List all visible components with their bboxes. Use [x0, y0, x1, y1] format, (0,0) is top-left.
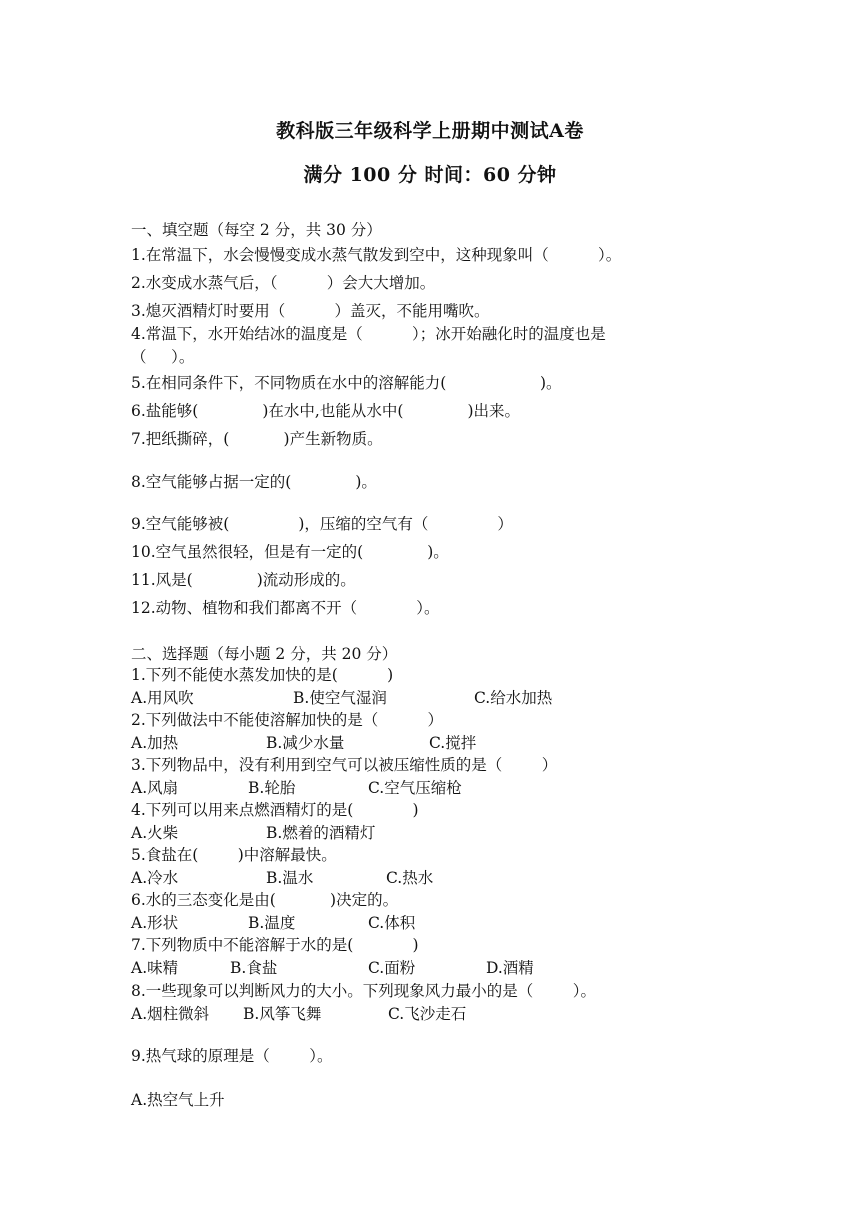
option: B.食盐	[230, 959, 278, 977]
option: B.温水	[266, 869, 314, 887]
exam-subtitle: 满分 100 分 时间：60 分钟	[303, 164, 557, 186]
fill-item-9: 9.空气能够被( )，压缩的空气有（ ）	[131, 515, 513, 533]
fill-item-6: 6.盐能够( )在水中,也能从水中( )出来。	[131, 402, 521, 420]
fill-item-7: 7.把纸撕碎，( )产生新物质。	[131, 430, 383, 448]
option: C.空气压缩枪	[368, 779, 462, 797]
choice-q1: 1.下列不能使水蒸发加快的是( )	[131, 666, 394, 684]
option: C.热水	[386, 869, 434, 887]
fill-item-5: 5.在相同条件下，不同物质在水中的溶解能力( )。	[131, 374, 562, 392]
section2-heading: 二、选择题（每小题 2 分，共 20 分）	[131, 645, 398, 663]
option: A.烟柱微斜	[131, 1005, 210, 1023]
choice-q7: 7.下列物质中不能溶解于水的是( )	[131, 936, 419, 954]
option: A.形状	[131, 914, 179, 932]
choice-q6: 6.水的三态变化是由( )决定的。	[131, 891, 399, 909]
fill-item-12: 12.动物、植物和我们都离不开（ ）。	[131, 599, 440, 617]
option: A.风扇	[131, 779, 179, 797]
option: C.给水加热	[474, 689, 553, 707]
option: A.用风吹	[131, 689, 194, 707]
option: C.体积	[368, 914, 416, 932]
fill-item-10: 10.空气虽然很轻，但是有一定的( )。	[131, 543, 449, 561]
option: C.搅拌	[429, 734, 477, 752]
choice-q5: 5.食盐在( )中溶解最快。	[131, 846, 337, 864]
exam-title: 教科版三年级科学上册期中测试A卷	[276, 120, 584, 142]
fill-item-2: 2.水变成水蒸气后，（ ）会大大增加。	[131, 274, 436, 292]
section1-heading: 一、填空题（每空 2 分，共 30 分）	[131, 221, 382, 239]
choice-q9-option-a: A.热空气上升	[131, 1091, 225, 1109]
option: A.冷水	[131, 869, 179, 887]
option: B.燃着的酒精灯	[266, 824, 376, 842]
option: A.火柴	[131, 824, 179, 842]
option: B.使空气湿润	[293, 689, 387, 707]
option: B.风筝飞舞	[243, 1005, 322, 1023]
fill-item-4-cont: （ ）。	[131, 348, 195, 366]
option: B.温度	[248, 914, 296, 932]
fill-item-1: 1.在常温下，水会慢慢变成水蒸气散发到空中，这种现象叫（ ）。	[131, 246, 622, 264]
fill-item-8: 8.空气能够占据一定的( )。	[131, 473, 377, 491]
choice-q2: 2.下列做法中不能使溶解加快的是（ ）	[131, 711, 444, 729]
choice-q4: 4.下列可以用来点燃酒精灯的是( )	[131, 801, 419, 819]
option: A.加热	[131, 734, 179, 752]
option: A.味精	[131, 959, 179, 977]
option: B.轮胎	[248, 779, 296, 797]
choice-q9: 9.热气球的原理是（ ）。	[131, 1047, 333, 1065]
option: D.酒精	[486, 959, 534, 977]
option: B.减少水量	[266, 734, 345, 752]
choice-q3: 3.下列物品中，没有利用到空气可以被压缩性质的是（ ）	[131, 756, 558, 774]
fill-item-4: 4.常温下，水开始结冰的温度是（ ）；冰开始融化时的温度也是	[131, 325, 606, 343]
option: C.飞沙走石	[388, 1005, 467, 1023]
choice-q8: 8.一些现象可以判断风力的大小。下列现象风力最小的是（ ）。	[131, 982, 596, 1000]
fill-item-11: 11.风是( )流动形成的。	[131, 571, 356, 589]
fill-item-3: 3.熄灭酒精灯时要用（ ）盖灭，不能用嘴吹。	[131, 302, 490, 320]
option: C.面粉	[368, 959, 416, 977]
